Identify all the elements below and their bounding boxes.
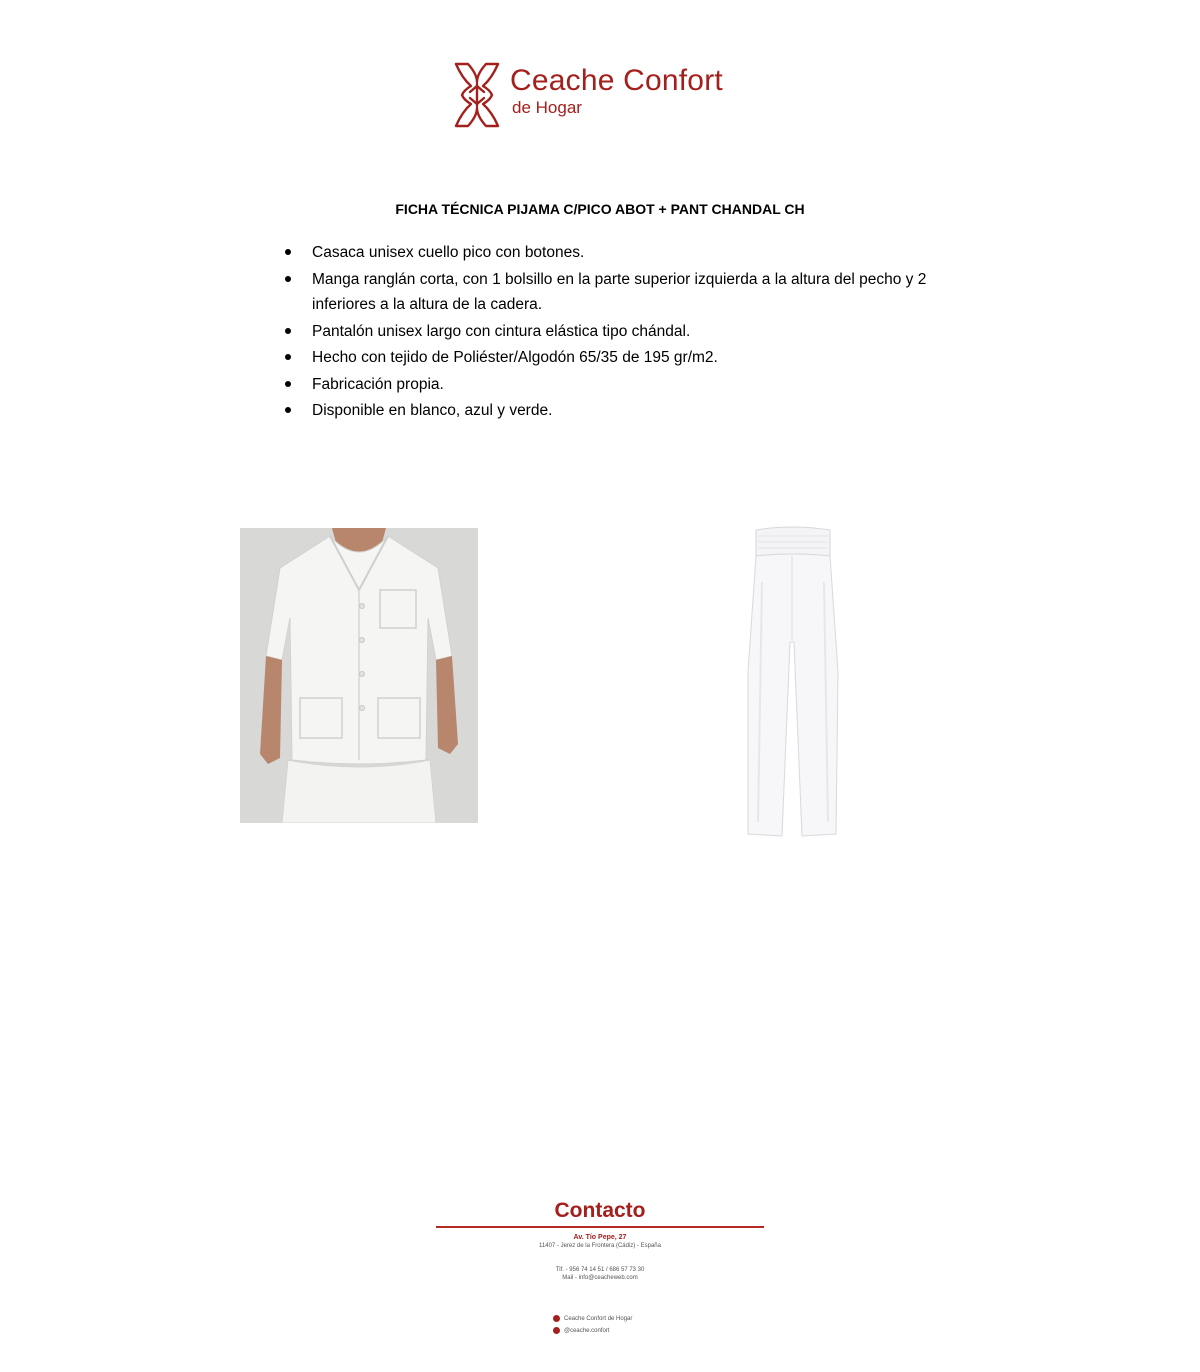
contact-title: Contacto: [554, 1199, 646, 1222]
social-links: [553, 1313, 673, 1337]
feature-item: Manga ranglán corta, con 1 bolsillo en la parte superior izquierda a la altura del pecho y 2 inferiores a la altura de la cadera.: [285, 267, 945, 318]
pants-photo-image: [740, 522, 845, 840]
contact-phone: Tlf. - 956 74 14 51 / 686 57 73 30: [555, 1267, 645, 1273]
document-title: FICHA TÉCNICA PIJAMA C/PICO ABOT + PANT CHANDAL CH: [395, 201, 805, 217]
brand-logo-icon: [452, 60, 502, 130]
contact-address-line1: Av. Tío Pepe, 27: [573, 1234, 627, 1241]
facebook-link[interactable]: [553, 1313, 673, 1324]
brand-subtitle: de Hogar: [512, 98, 582, 117]
pants-photo: [740, 522, 845, 840]
contact-mail: Mail - info@ceacheweb.com: [562, 1275, 638, 1281]
feature-item: Fabricación propia.: [285, 372, 945, 398]
contact-divider: [436, 1226, 764, 1228]
facebook-icon: [553, 1315, 560, 1322]
contact-section: [436, 1198, 764, 1282]
feature-list: [285, 240, 945, 425]
feature-item: Hecho con tejido de Poliéster/Algodón 65/35 de 195 gr/m2.: [285, 345, 945, 371]
instagram-icon: [553, 1327, 560, 1334]
contact-address-line2: 11407 - Jerez de la Frontera (Cádiz) - España: [539, 1243, 661, 1249]
shirt-photo-image: [240, 528, 478, 823]
feature-item: Casaca unisex cuello pico con botones.: [285, 240, 945, 266]
feature-item: Pantalón unisex largo con cintura elástica tipo chándal.: [285, 319, 945, 345]
brand-name: Ceache Confort: [510, 64, 723, 97]
brand-logo: [452, 60, 752, 130]
instagram-link[interactable]: [553, 1325, 673, 1336]
instagram-label: @ceache.confort: [564, 1327, 610, 1334]
shirt-photo: [240, 528, 478, 823]
facebook-label: Ceache Confort de Hogar: [564, 1315, 633, 1322]
feature-item: Disponible en blanco, azul y verde.: [285, 398, 945, 424]
